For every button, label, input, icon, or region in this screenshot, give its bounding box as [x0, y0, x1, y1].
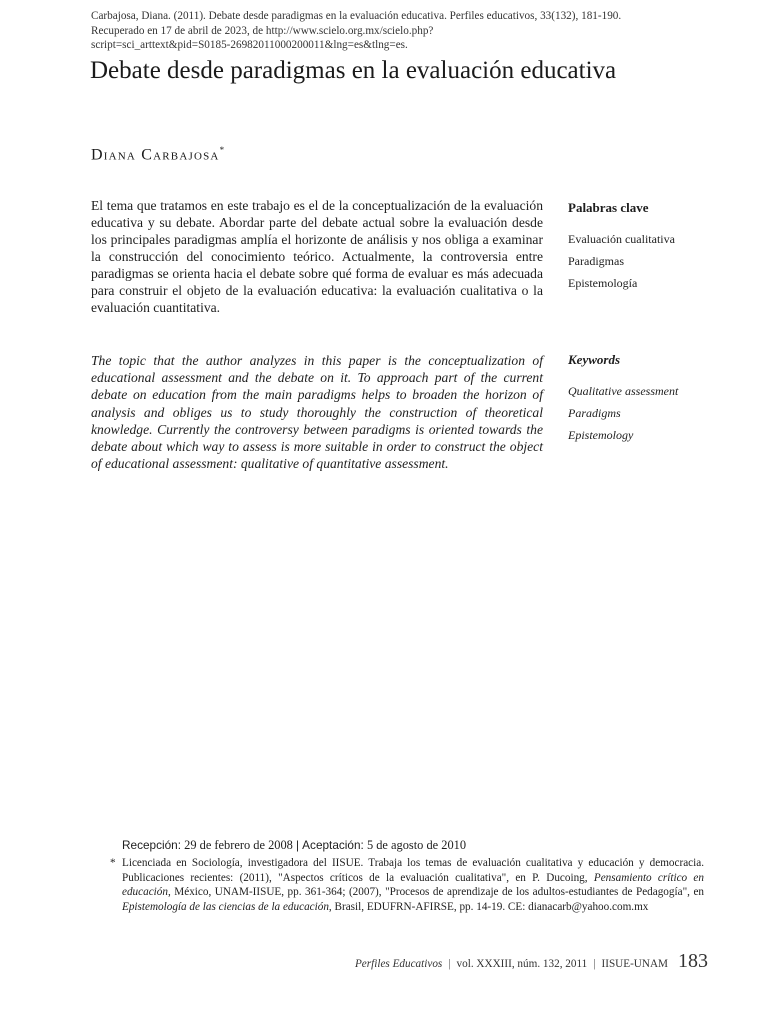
- received-date: 29 de febrero de 2008: [184, 838, 293, 852]
- keywords-spanish: [568, 200, 748, 294]
- keywords-spanish-heading: Palabras clave: [568, 200, 649, 215]
- author-footnote: [110, 856, 704, 914]
- footer-journal: Perfiles Educativos: [354, 958, 443, 970]
- footnote-book-title-1: Pensamiento crítico en educación: [122, 871, 704, 899]
- page-number: 183: [678, 950, 708, 972]
- keywords-english-list: [568, 380, 748, 446]
- footnote-text-3: , Brasil, EDUFRN-AFIRSE, pp. 14-19. CE: dianacarb@yahoo.com.mx: [328, 900, 649, 913]
- submission-dates: [122, 838, 466, 853]
- footnote-mark: *: [110, 857, 116, 869]
- citation-line-3: script=sci_arttext&pid=S0185-26982011000200011&lng=es&tlng=es.: [91, 39, 408, 51]
- author-line: [91, 145, 224, 164]
- article-title: Debate desde paradigmas en la evaluación educativa: [90, 57, 617, 84]
- citation-line-1: Carbajosa, Diana. (2011). Debate desde paradigmas en la evaluación educativa. Perfiles educativos, 33(132), 181-190.: [91, 10, 622, 22]
- footer-separator: |: [593, 958, 596, 970]
- keywords-spanish-list: [568, 228, 748, 294]
- footnote-body: [122, 856, 704, 914]
- abstract-english: The topic that the author analyzes in this paper is the conceptualization of educational assessment and the debate on it. To approach part of the current debate on education from the main paradigms helps to broaden the horizon of analysis and obliges us to study thoroughly the construction of theoretical knowledge. Currently the controversy between paradigms is oriented towards the debate about which way to assess is more suitable in order to construct the object of educational assessment: qualitative of quantitative assessment.: [91, 353, 543, 472]
- footnote-text-2: , México, UNAM-IISUE, pp. 361-364; (2007), "Procesos de aprendizaje de los adultos-estudiantes de Pedagogía", en: [167, 886, 704, 899]
- keyword-item: Paradigmas: [568, 254, 624, 268]
- keyword-item: Qualitative assessment: [568, 384, 679, 398]
- abstract-spanish: El tema que tratamos en este trabajo es el de la conceptualización de la evaluación educativa y su debate. Abordar parte del debate actual sobre la evaluación desde los principales paradigmas amplía el horizonte de análisis y nos obliga a examinar la construcción del conocimiento teórico. Actualmente, la controversia entre paradigmas se orienta hacia el debate sobre qué forma de evaluar es más adecuada para construir el objeto de la evaluación educativa: la evaluación cualitativa o la evaluación cuantitativa.: [91, 198, 543, 315]
- author-footnote-mark: *: [219, 145, 225, 155]
- footer-volume: vol. XXXIII, núm. 132, 2011: [456, 958, 588, 970]
- keyword-item: Epistemology: [568, 428, 634, 442]
- keyword-item: Evaluación cualitativa: [568, 232, 675, 246]
- citation-header: [91, 9, 711, 53]
- keyword-item: Epistemología: [568, 276, 638, 290]
- accepted-date: 5 de agosto de 2010: [366, 838, 467, 852]
- keywords-english-heading: Keywords: [568, 352, 620, 367]
- page-footer: [300, 950, 708, 973]
- received-label: Recepción:: [122, 838, 182, 852]
- footnote-book-title-2: Epistemología de las ciencias de la educación: [122, 900, 329, 913]
- citation-line-2: Recuperado en 17 de abril de 2023, de http://www.scielo.org.mx/scielo.php?: [91, 24, 434, 37]
- dates-separator: |: [295, 838, 300, 852]
- footer-separator: |: [448, 958, 451, 970]
- accepted-label: Aceptación:: [302, 838, 364, 852]
- keyword-item: Paradigms: [568, 406, 621, 420]
- footer-publisher: IISUE-UNAM: [601, 958, 668, 970]
- footnote-text-1: Licenciada en Sociología, investigadora del IISUE. Trabaja los temas de evaluación cualitativa y educación y democracia. Publicaciones recientes: (2011), "Aspectos críticos de la evaluación cualitativa", en P. Ducoing,: [122, 857, 704, 884]
- author-name: Diana Carbajosa: [91, 146, 220, 164]
- keywords-english: [568, 352, 748, 446]
